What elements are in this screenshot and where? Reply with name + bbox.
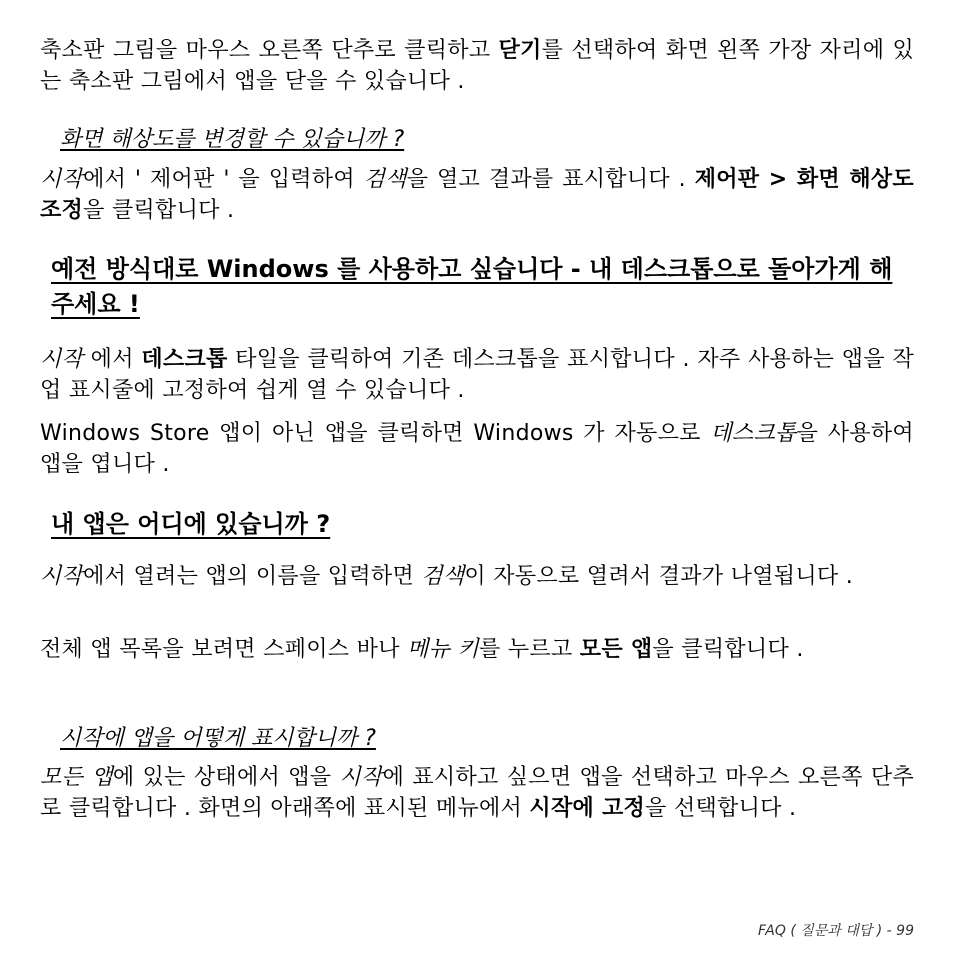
text: 을 클릭합니다 . bbox=[652, 637, 804, 662]
search-term: 검색 bbox=[363, 167, 407, 192]
start-term: 시작 bbox=[339, 765, 383, 790]
paragraph-non-store-apps bbox=[40, 418, 914, 480]
text: 에 있는 상태에서 앱을 bbox=[112, 765, 340, 790]
start-term: 시작 bbox=[40, 347, 84, 372]
page-footer: FAQ ( 질문과 대답 ) - 99 bbox=[758, 923, 914, 939]
text: 를 선택하여 화면 왼쪽 가장 자리에 있는 축소판 그림에서 앱을 닫을 수 있습니다 . bbox=[40, 38, 914, 94]
paragraph-search-apps bbox=[40, 561, 914, 592]
text: 을 선택합니다 . bbox=[645, 796, 797, 821]
start-term: 시작 bbox=[40, 564, 84, 589]
subheading-resolution: 화면 해상도를 변경할 수 있습니까 ? bbox=[60, 127, 405, 152]
desktop-term: 데스크톱 bbox=[141, 347, 228, 372]
all-apps-term: 모든 앱 bbox=[40, 765, 113, 790]
all-apps-term: 모든 앱 bbox=[579, 637, 653, 662]
paragraph-resolution bbox=[40, 164, 914, 226]
text: 을 클릭합니다 . bbox=[83, 198, 235, 223]
text: 전체 앱 목록을 보려면 스페이스 바나 bbox=[40, 637, 408, 662]
control-panel-path: 제어판 > 화면 해상도 조정 bbox=[40, 167, 914, 223]
paragraph-desktop-tile bbox=[40, 344, 914, 406]
paragraph-close-app bbox=[40, 35, 914, 97]
text: 를 누르고 bbox=[479, 637, 580, 662]
heading-desktop: 예전 방식대로 Windows 를 사용하고 싶습니다 - 내 데스크톱으로 돌아가게 해 주세요 ! bbox=[51, 255, 893, 318]
text: 에 표시하고 싶으면 앱을 선택하고 마우스 오른쪽 단추로 클릭합니다 . 화면의 아래쪽에 표시된 메뉴에서 bbox=[40, 765, 914, 821]
menu-key-term: 메뉴 키 bbox=[407, 637, 479, 662]
start-term: 시작 bbox=[40, 167, 84, 192]
text: 에서 ' 제어판 ' 을 입력하여 bbox=[83, 167, 364, 192]
text: 을 사용하여 앱을 엽니다 . bbox=[40, 421, 914, 477]
search-term: 검색 bbox=[421, 564, 465, 589]
text: 을 열고 결과를 표시합니다 . bbox=[406, 167, 695, 192]
close-term: 닫기 bbox=[498, 38, 542, 63]
desktop-term: 데스크톱 bbox=[710, 421, 797, 446]
text: 타일을 클릭하여 기존 데스크톱을 표시합니다 . 자주 사용하는 앱을 작업 표시줄에 고정하여 쉽게 열 수 있습니다 . bbox=[40, 347, 914, 403]
text: 에서 열려는 앱의 이름을 입력하면 bbox=[83, 564, 422, 589]
subheading-pin-to-start: 시작에 앱을 어떻게 표시합니까 ? bbox=[60, 726, 376, 751]
text: Windows Store 앱이 아닌 앱을 클릭하면 Windows 가 자동으로 bbox=[40, 421, 711, 446]
paragraph-all-apps bbox=[40, 634, 914, 665]
paragraph-pin-to-start bbox=[40, 762, 914, 824]
text: 축소판 그림을 마우스 오른쪽 단추로 클릭하고 bbox=[40, 38, 499, 63]
text: 에서 bbox=[83, 347, 142, 372]
pin-to-start-term: 시작에 고정 bbox=[529, 796, 646, 821]
text: 이 자동으로 열려서 결과가 나열됩니다 . bbox=[464, 564, 854, 589]
heading-my-apps: 내 앱은 어디에 있습니까 ? bbox=[51, 510, 331, 538]
